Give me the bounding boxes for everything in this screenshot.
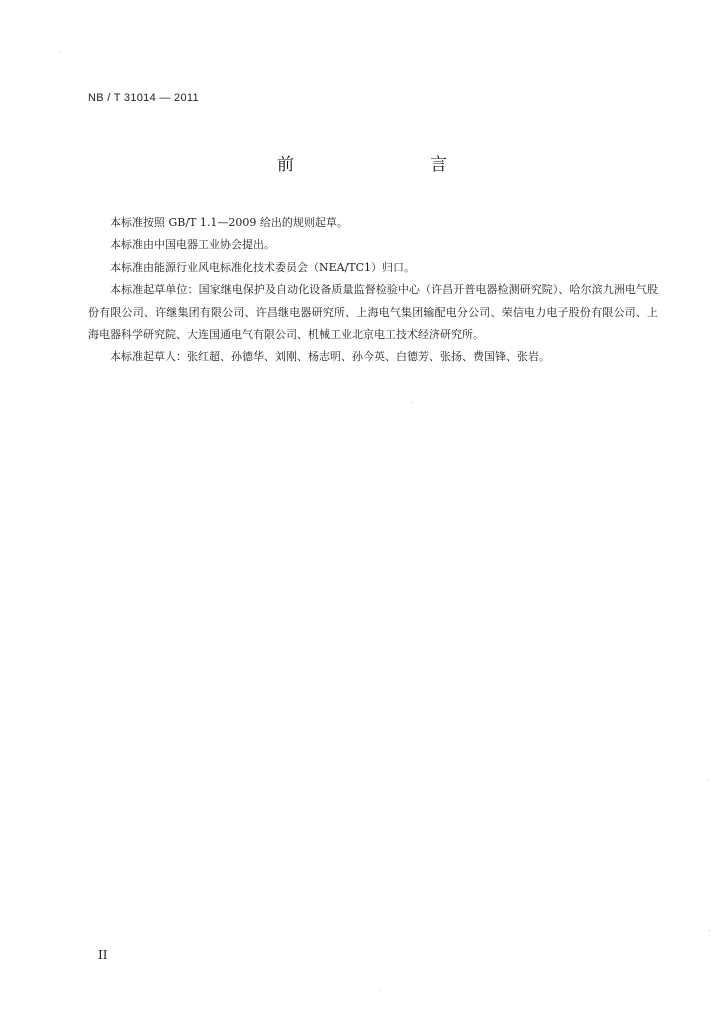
foreword-body	[88, 212, 658, 369]
standard-code: NB / T 31014 — 2011	[88, 92, 199, 104]
scan-speck	[412, 402, 413, 403]
scan-speck	[380, 990, 381, 991]
scan-speck	[708, 780, 709, 781]
paragraph-drafting-rules: 本标准按照 GB/T 1.1—2009 给出的规则起草。	[110, 216, 348, 229]
paragraph-committee: 本标准由能源行业风电标准化技术委员会（NEA/TC1）归口。	[110, 260, 416, 274]
paragraph-drafting-units: 本标准起草单位：国家继电保护及自动化设备质量监督检验中心（许昌开普电器检测研究院）、哈尔滨九洲电气股份有限公司、许继集团有限公司、许昌继电器研究所、上海电气集团输配电分公司、荣信电力电子股份有限公司、上海电器科学研究院、大连国通电气有限公司、机械工业北京电工技术经济研究所。	[88, 283, 658, 342]
page-number: II	[98, 948, 108, 962]
scan-speck	[60, 52, 61, 53]
paragraph-drafters: 本标准起草人：张红超、孙德华、刘刚、杨志明、孙今英、白德芳、张扬、费国锋、张岩。	[110, 350, 550, 364]
scan-speck	[709, 930, 710, 931]
page-title: 前 言	[277, 155, 481, 175]
paragraph-proposer: 本标准由中国电器工业协会提出。	[110, 238, 275, 252]
